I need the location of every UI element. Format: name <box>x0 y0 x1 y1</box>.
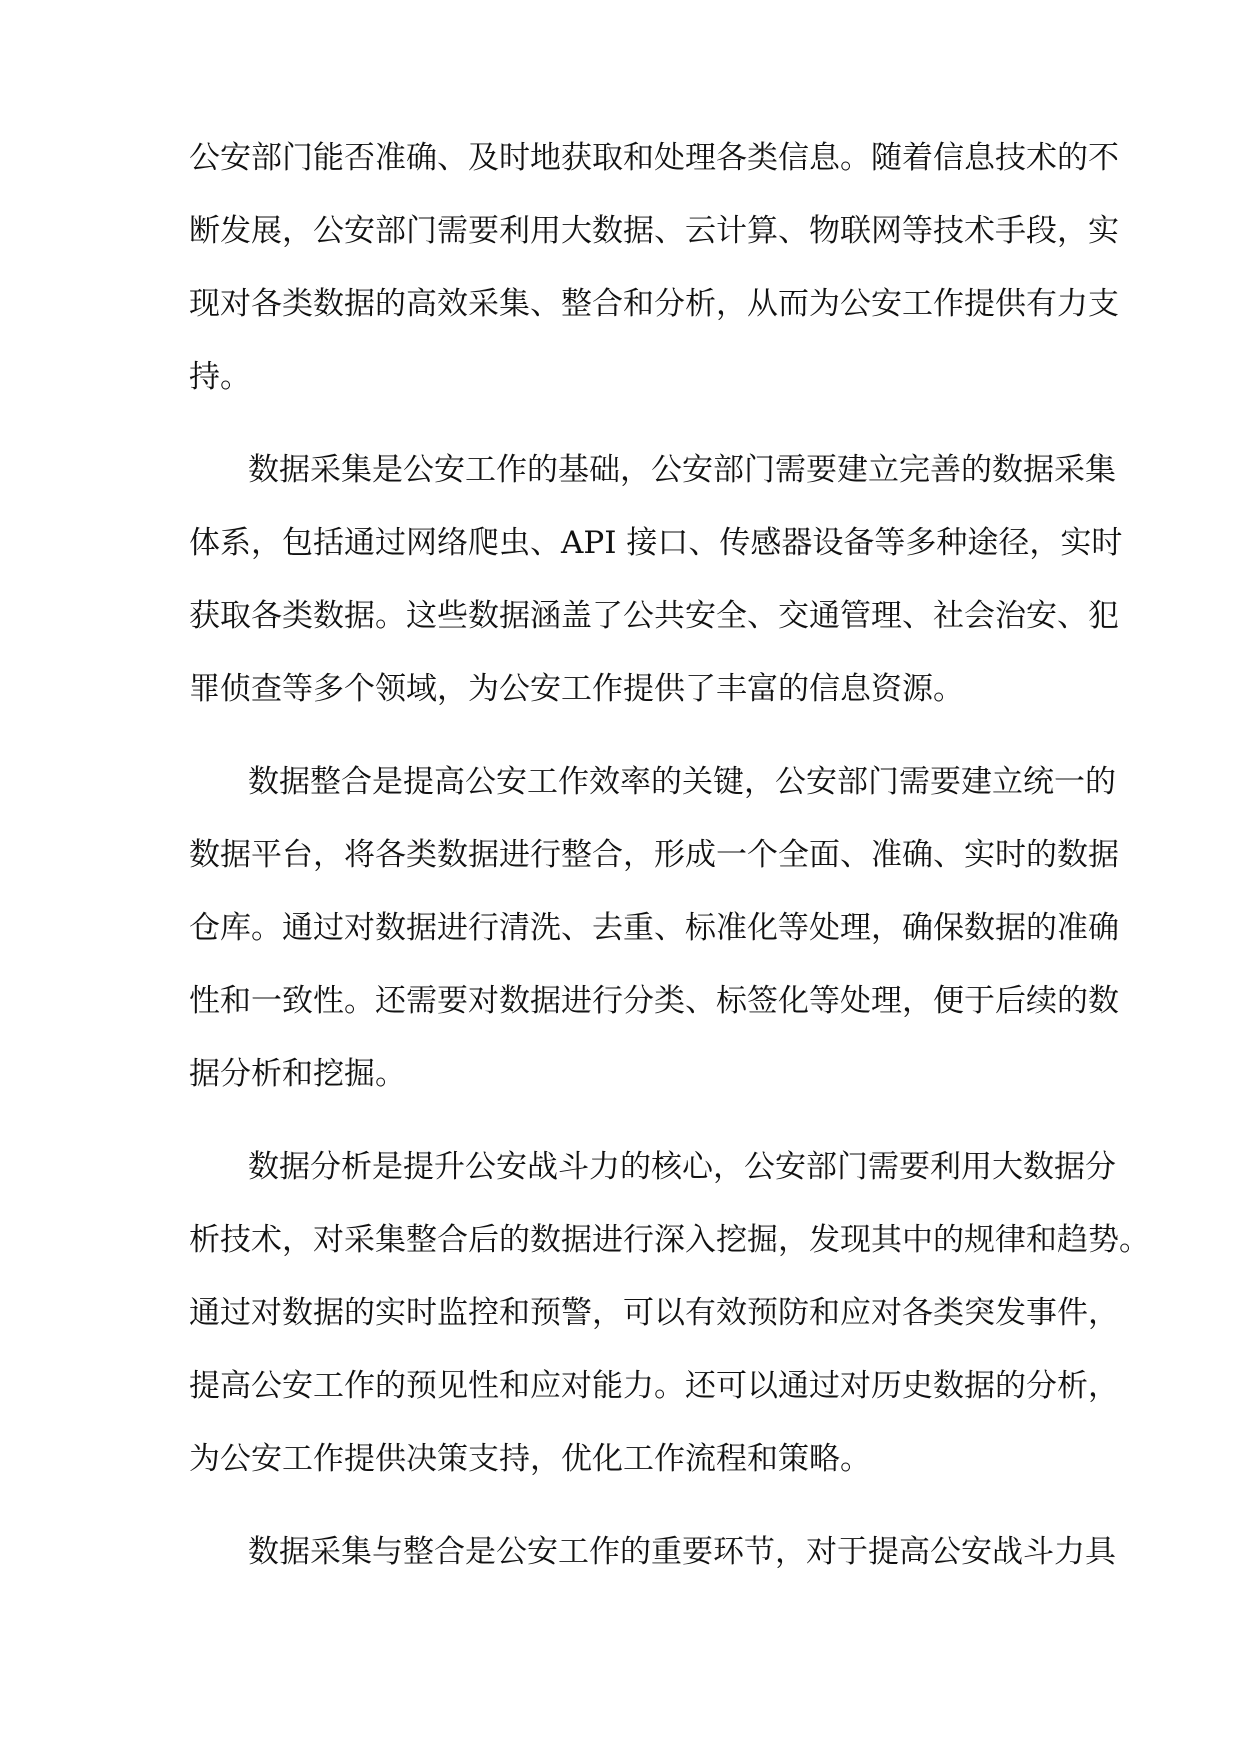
paragraph-4-line-4: 提高公安工作的预见性和应对能力。还可以通过对历史数据的分析， <box>189 1368 1119 1404</box>
paragraph-2-line-2: 体系，包括通过网络爬虫、API 接口、传感器设备等多种途径，实时 <box>189 525 1123 561</box>
paragraph-4-line-5: 为公安工作提供决策支持，优化工作流程和策略。 <box>189 1441 871 1477</box>
paragraph-1-line-2: 断发展，公安部门需要利用大数据、云计算、物联网等技术手段，实 <box>189 213 1119 249</box>
paragraph-3-line-3: 仓库。通过对数据进行清洗、去重、标准化等处理，确保数据的准确 <box>189 910 1119 946</box>
paragraph-4-line-3: 通过对数据的实时监控和预警，可以有效预防和应对各类突发事件， <box>189 1295 1119 1331</box>
paragraph-3-line-4: 性和一致性。还需要对数据进行分类、标签化等处理，便于后续的数 <box>189 983 1119 1019</box>
paragraph-4-line-1: 数据分析是提升公安战斗力的核心，公安部门需要利用大数据分 <box>248 1149 1116 1185</box>
paragraph-1-line-3: 现对各类数据的高效采集、整合和分析，从而为公安工作提供有力支 <box>189 286 1119 322</box>
paragraph-4-line-2: 析技术，对采集整合后的数据进行深入挖掘，发现其中的规律和趋势。 <box>189 1222 1150 1258</box>
paragraph-3-line-1: 数据整合是提高公安工作效率的关键，公安部门需要建立统一的 <box>248 764 1116 800</box>
paragraph-3-line-5: 据分析和挖掘。 <box>189 1056 406 1092</box>
paragraph-2-line-3: 获取各类数据。这些数据涵盖了公共安全、交通管理、社会治安、犯 <box>189 598 1119 634</box>
paragraph-5-line-1: 数据采集与整合是公安工作的重要环节，对于提高公安战斗力具 <box>248 1534 1116 1570</box>
paragraph-1-line-1: 公安部门能否准确、及时地获取和处理各类信息。随着信息技术的不 <box>189 140 1119 176</box>
paragraph-3-line-2: 数据平台，将各类数据进行整合，形成一个全面、准确、实时的数据 <box>189 837 1119 873</box>
paragraph-2-line-1: 数据采集是公安工作的基础，公安部门需要建立完善的数据采集 <box>248 452 1116 488</box>
paragraph-2-line-4: 罪侦查等多个领域，为公安工作提供了丰富的信息资源。 <box>189 671 964 707</box>
paragraph-1-line-4: 持。 <box>189 359 251 395</box>
